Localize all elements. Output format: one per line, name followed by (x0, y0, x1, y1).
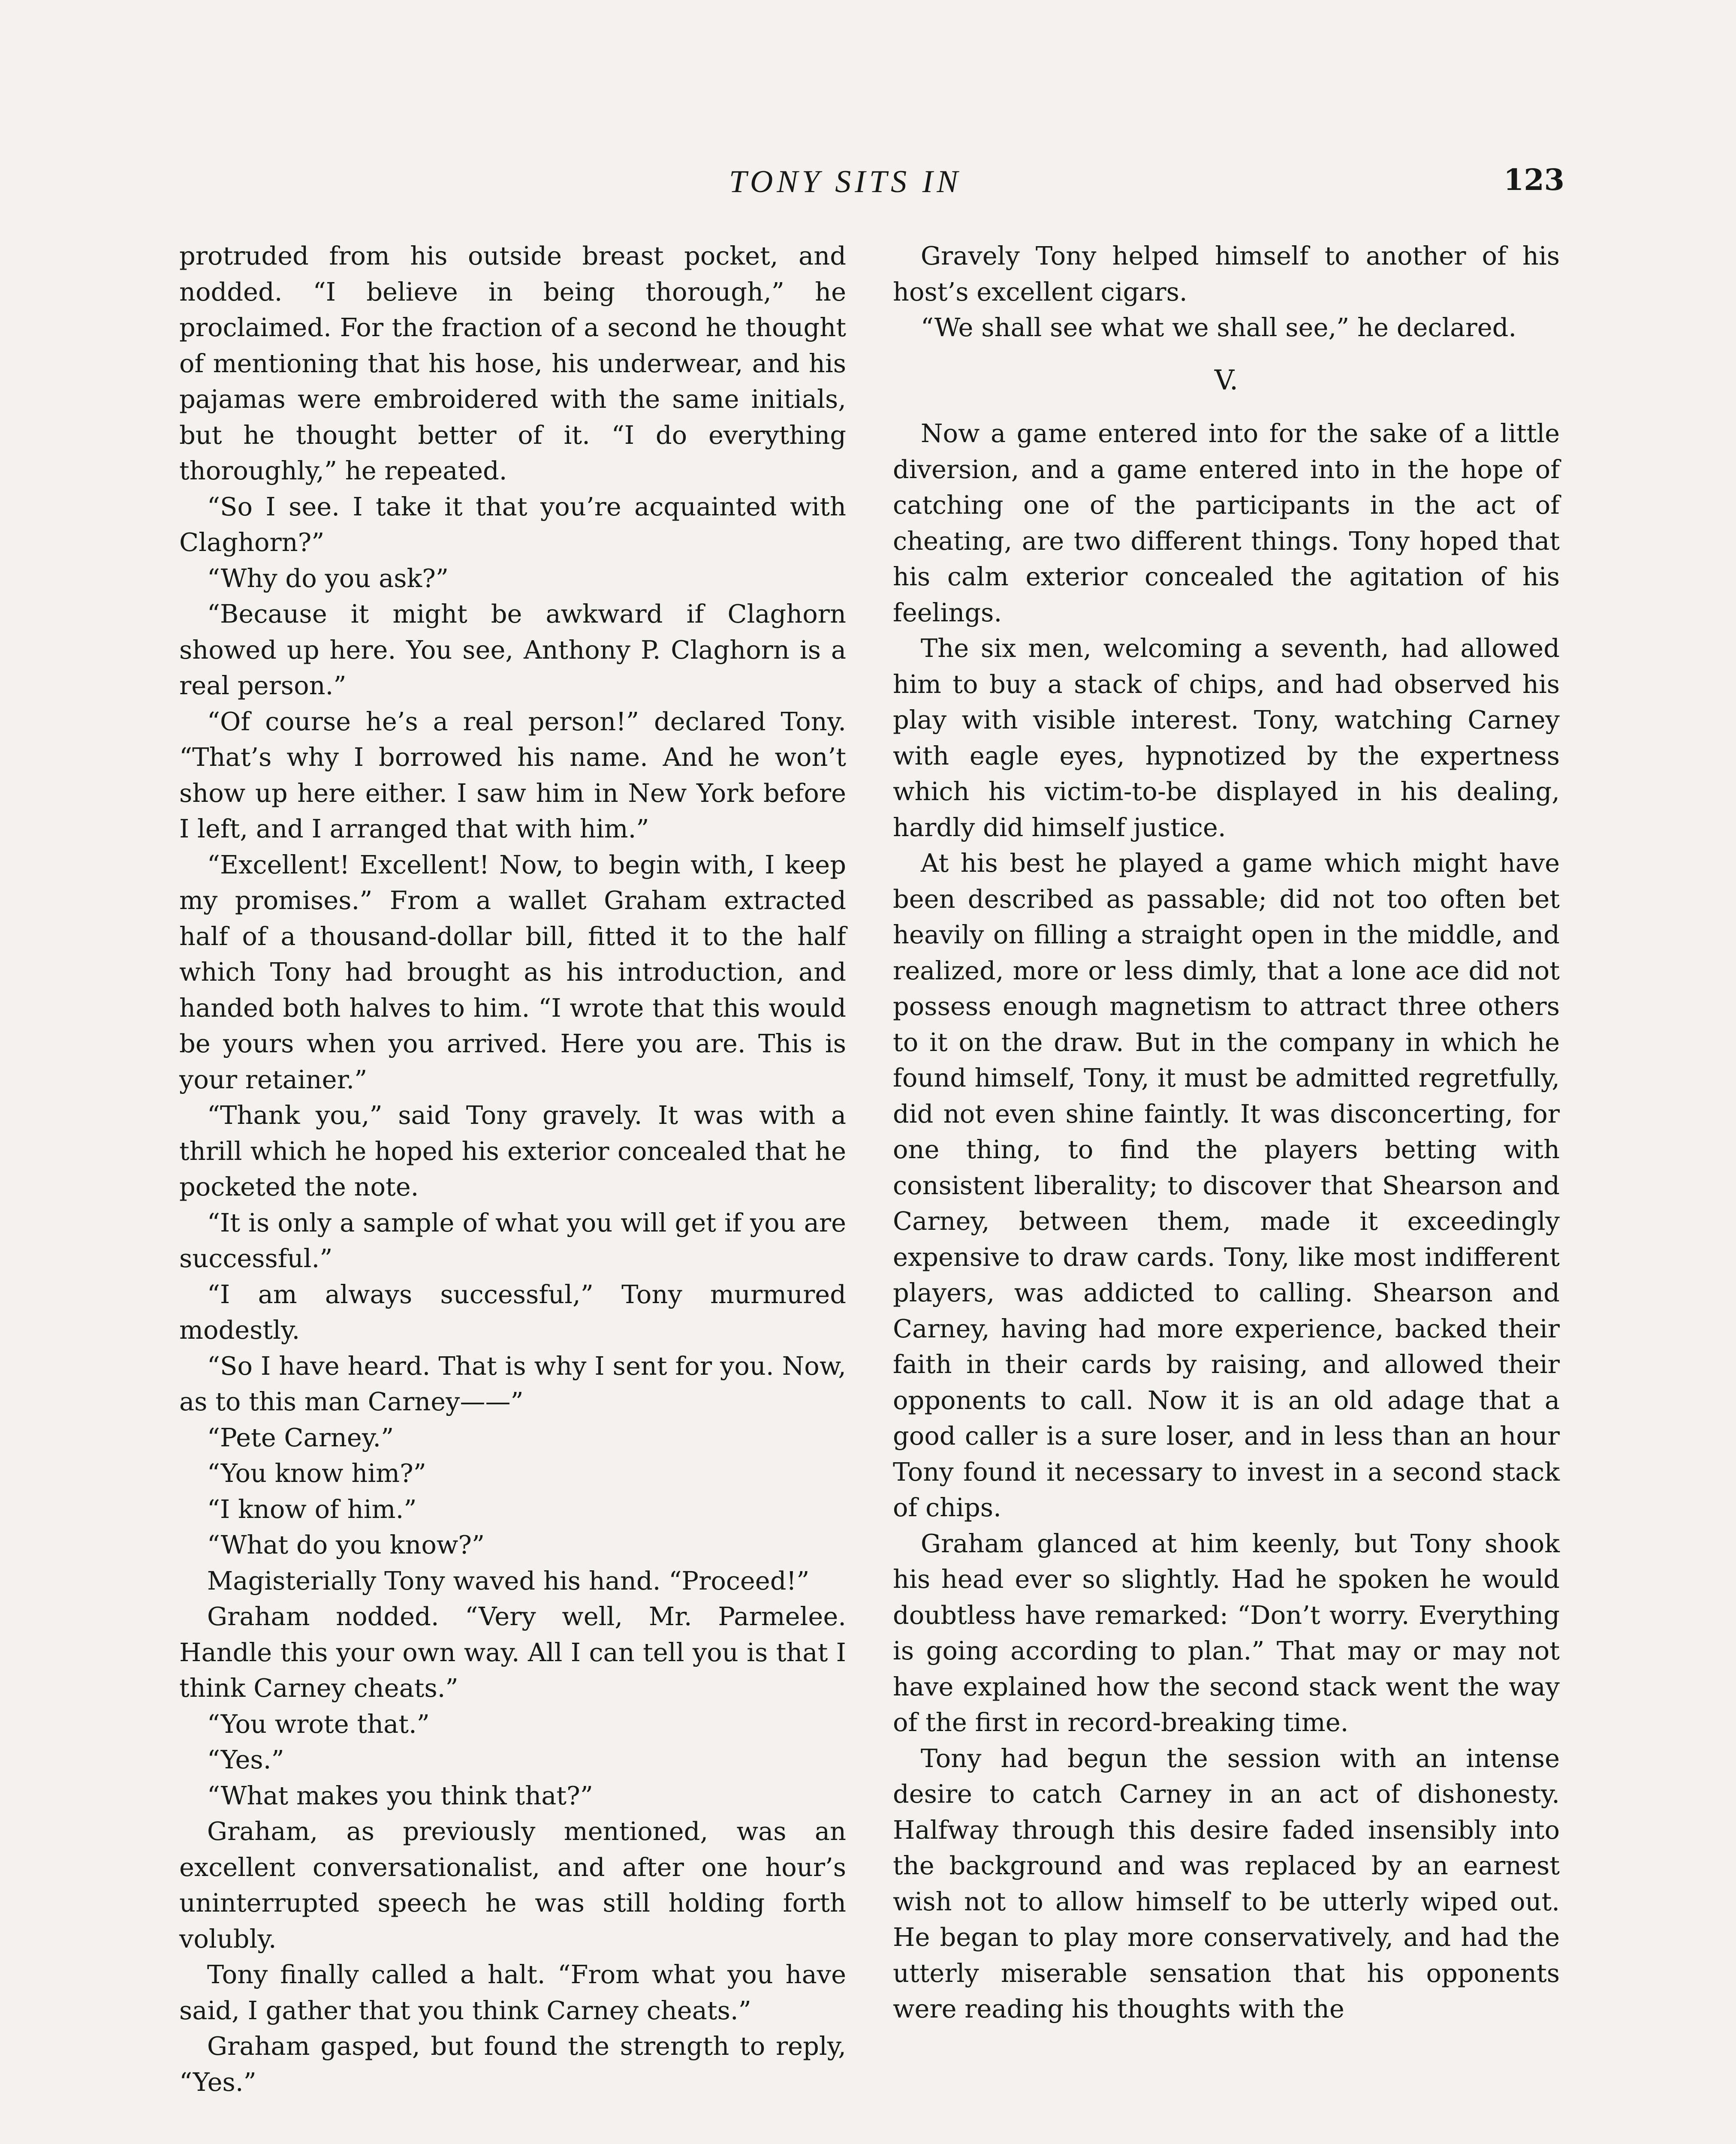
paragraph: Graham glanced at him keenly, but Tony shook his head ever so slightly. Had he spoken he would doubtless have remarked: “Don’t worry. Everything is going according to plan.” That may or may not have explained how the second stack went the way of the first in record-breaking time. (893, 1528, 1560, 1737)
paragraph: Now a game entered into for the sake of a little diversion, and a game entered into in the hope of catching one of the participants in the act of cheating, are two different things. Tony hoped that his calm exterior concealed the agitation of his feelings. (893, 419, 1560, 627)
paragraph: The six men, welcoming a seventh, had allowed him to buy a stack of chips, and had observed his play with visible interest. Tony, watching Carney with eagle eyes, hypnotized by the expertness which his victim-to-be displayed in his dealing, hardly did himself justice. (893, 633, 1560, 842)
paragraph: “What makes you think that?” (207, 1780, 593, 1810)
paragraph: “Yes.” (207, 1745, 284, 1774)
paragraph: “It is only a sample of what you will get if you are successful.” (179, 1208, 846, 1273)
paragraph: At his best he played a game which might have been described as passable; did not too often bet heavily on filling a straight open in the middle, and realized, more or less dimly, that a lone ace did not possess enough magnetism to attract three others to it on the draw. But in the company in which he found himself, Tony, it must be admitted regretfully, did not even shine faintly. It was disconcerting, for one thing, to find the players betting with consistent liberality; to discover that Shearson and Carney, between them, made it exceedingly expensive to draw cards. Tony, like most indifferent players, was addicted to calling. Shearson and Carney, having had more experience, backed their faith in their cards by raising, and allowed their opponents to call. Now it is an old adage that a good caller is a sure loser, and in less than an hour Tony found it necessary to invest in a second stack of chips. (893, 848, 1560, 1522)
running-title: TONY SITS IN (729, 164, 962, 199)
paragraph: “So I have heard. That is why I sent for you. Now, as to this man Carney——” (179, 1351, 846, 1416)
paragraph: Graham, as previously mentioned, was an excellent conversationalist, and after one hour’s uninterrupted speech he was still holding forth volubly. (179, 1816, 846, 1954)
paragraph: Tony finally called a halt. “From what you have said, I gather that you think Carney cheats.” (179, 1960, 846, 2025)
paragraph: “We shall see what we shall see,” he declared. (920, 313, 1517, 342)
paragraph: “Of course he’s a real person!” declared Tony. “That’s why I borrowed his name. And he won’t show up here either. I saw him in New York before I left, and I arranged that with him.” (179, 706, 846, 843)
paragraph: “So I see. I take it that you’re acquainted with Claghorn?” (179, 491, 846, 557)
paragraph: “Thank you,” said Tony gravely. It was with a thrill which he hoped his exterior concealed that he pocketed the note. (179, 1100, 846, 1201)
paragraph: “I know of him.” (207, 1494, 417, 1524)
right-text-column (893, 238, 1560, 2027)
paragraph: “Pete Carney.” (207, 1422, 394, 1452)
paragraph: “Because it might be awkward if Claghorn showed up here. You see, Anthony P. Claghorn is a real person.” (179, 599, 846, 700)
page-header (0, 160, 1736, 207)
paragraph: “I am always successful,” Tony murmured modestly. (179, 1279, 846, 1345)
paragraph: Tony had begun the session with an intense desire to catch Carney in an act of dishonesty. Halfway through this desire faded insensibly into the background and was replaced by an earnest wish not to allow himself to be utterly wiped out. He began to play more conservatively, and had the utterly miserable sensation that his opponents were reading his thoughts with the (893, 1743, 1560, 2024)
paragraph: Gravely Tony helped himself to another of his host’s excellent cigars. (893, 241, 1560, 307)
left-text-column (179, 238, 846, 2100)
section-heading: V. (1214, 364, 1239, 396)
paragraph: “Why do you ask?” (207, 563, 449, 593)
paragraph: protruded from his outside breast pocket, and nodded. “I believe in being thorough,” he proclaimed. For the fraction of a second he thought of mentioning that his hose, his underwear, and his pajamas were embroidered with the same initials, but he thought better of it. “I do everything thoroughly,” he repeated. (179, 241, 846, 485)
paragraph: Graham nodded. “Very well, Mr. Parmelee. Handle this your own way. All I can tell you is that I think Carney cheats.” (179, 1602, 846, 1703)
paragraph: Graham gasped, but found the strength to reply, “Yes.” (179, 2031, 846, 2097)
paragraph: “You know him?” (207, 1458, 426, 1488)
paragraph: “You wrote that.” (207, 1709, 430, 1739)
page-number: 123 (1504, 163, 1564, 197)
paragraph: “What do you know?” (207, 1530, 485, 1560)
paragraph: “Excellent! Excellent! Now, to begin with, I keep my promises.” From a wallet Graham extracted half of a thousand-dollar bill, fitted it to the half which Tony had brought as his introduction, and handed both halves to him. “I wrote that this would be yours when you arrived. Here you are. This is your retainer.” (179, 849, 846, 1094)
paragraph: Magisterially Tony waved his hand. “Proceed!” (207, 1566, 810, 1596)
